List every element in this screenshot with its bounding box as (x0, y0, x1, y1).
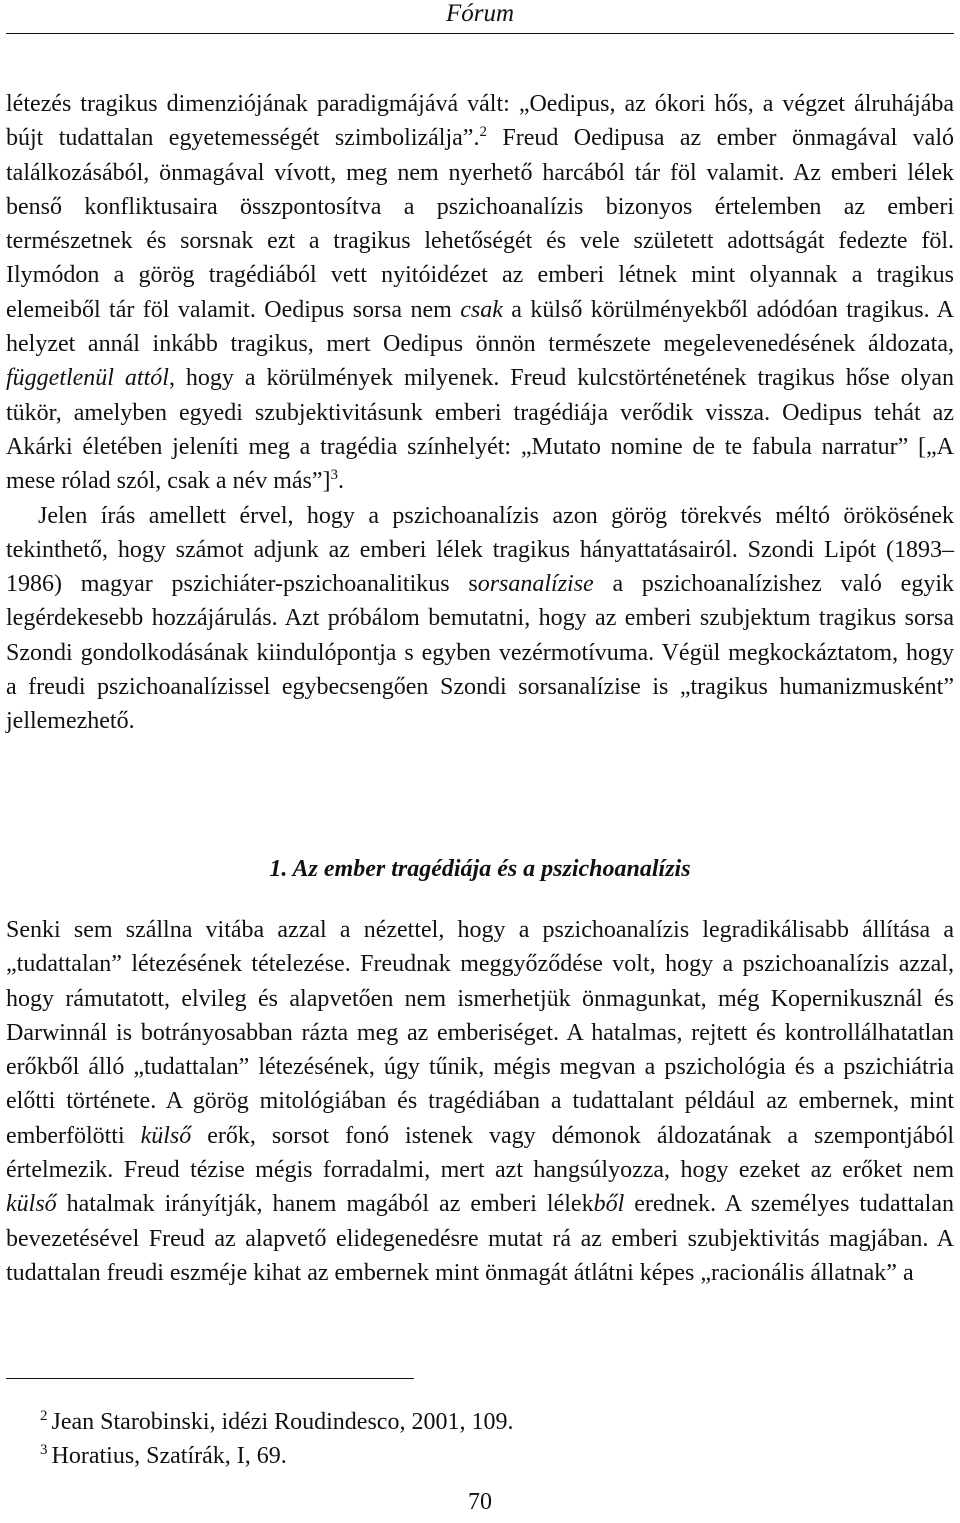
footnote-2-text: Jean Starobinski, idézi Roudindesco, 2001, 109. (51, 1409, 514, 1435)
footnote-2 (40, 1405, 940, 1439)
italic-text: külső (6, 1191, 57, 1218)
text-run: létezés tragikus dimenziójának paradigmájává vált: „Oedipus, az ókori hős, a végzet álruhájába bújt tudattalan egyetemességét szimbolizálja”. (6, 91, 954, 152)
italic-text: külső (140, 1122, 192, 1149)
text-run: . (338, 468, 345, 495)
italic-text: csak (460, 296, 503, 323)
text-run: Jelen írás amellett érvel, hogy a pszichoanalízis azon görög törekvés méltó örökösének tekinthető, hogy számot adjunk az emberi lélek tragikus hányattatásairól. Szondi Lipót (1893–1986) magyar pszichiáter-pszichoanalitikus s (6, 502, 954, 598)
text-run: , hogy a körülmények milyenek. Freud kulcstörténetének tragikus hőse olyan tükör, amelyben egyedi szubjektivitásunk emberi tragédiája verődik vissza. Oedipus tehát az Akárki életében jeleníti meg a tragédia színhelyét: „Mutato nomine de te fabula narratur” [„A mese rólad szól, csak a név más”] (6, 365, 954, 495)
text-run: a pszichoanalízishez való egyik legérdekesebb hozzájárulás. Azt próbálom bemutatni, hogy az emberi szubjektum tragikus sorsa Szondi gondolkodásának kiindulópontja s egyben vezérmotívuma. Végül megkockáztatom, hogy a freudi pszichoanalízissel egybecsengően Szondi sorsanalízise is „tragikus humanizmusként” jellemezhető. (6, 571, 954, 735)
page-number: 70 (468, 1489, 492, 1515)
text-run: Senki sem szállna vitába azzal a nézettel, hogy a pszichoanalízis legradikálisabb állítása a „tudattalan” létezésének tételezése. Freudnak meggyőződése volt, hogy a pszichoanalízis azzal, hogy rámutatott, elvileg és alapvetően nem ismerhetjük önmagunkat, még Kopernikusznál és Darwinnál is botrányosabban rázta meg az emberiséget. A hatalmas, rejtett és kontrollálhatatlan erőkből álló „tudattalan” létezésének, úgy tűnik, mégis megvan a pszichológia és a pszichiátria előtti története. A görög mitológiában és tragédiában a tudattalant például az embernek, mint emberfölötti (6, 917, 954, 1149)
section-heading: 1. Az ember tragédiája és a pszichoanalízis (269, 856, 691, 882)
header-rule (6, 33, 954, 34)
text-run: erők, sorsot fonó istenek vagy démonok áldozatának a szempontjából értelmezik. Freud tézise mégis forradalmi, mert azt hangsúlyozza, hogy ezeket az erőket nem (6, 1122, 954, 1184)
footnote-ref: 2 (479, 124, 487, 141)
footnote-3 (40, 1439, 940, 1473)
running-header: Fórum (445, 0, 515, 27)
italic-text: függetlenül attól (6, 365, 169, 392)
footnote-2-number: 2 (40, 1408, 48, 1424)
italic-text: orsanalízise (477, 571, 594, 598)
footnote-rule (6, 1378, 414, 1379)
intro-paragraph-1 (6, 87, 954, 499)
footnotes (40, 1405, 940, 1473)
footnote-3-text: Horatius, Szatírák, I, 69. (51, 1443, 287, 1469)
text-run: erednek. A személyes tudattalan bevezetésével Freud az alapvető elidegenedésre mutat rá az emberi szubjektivitás magjában. A tudattalan freudi eszméje kihat az embernek mint önmagát átlátni képes „racionális állatnak” a (6, 1191, 955, 1286)
footnote-ref: 3 (330, 467, 339, 484)
section-text (6, 913, 954, 1290)
text-run: hatalmak irányítják, hanem magából az emberi lélek (56, 1191, 594, 1218)
intro-paragraph-2 (6, 499, 954, 739)
intro-text (6, 87, 954, 739)
text-run: a külső körülményekből adódóan tragikus. A helyzet annál inkább tragikus, mert Oedipus önnön természete megelevenedésének áldozata, (6, 296, 955, 358)
text-run: Freud Oedipusa az ember önmagával való találkozásából, önmagával vívott, meg nem nyerhető harcából tár föl valamit. Az emberi lélek benső konfliktusaira összpontosítva a pszichoanalízis bizonyos értelemben az emberi természetnek és sorsnak ezt a tragikus lehetőségét és vele született adottságát fedezte föl. Ilymódon a görög tragédiából vett nyitóidézet az emberi létnek mint olyannak a tragikus elemeiből tár föl valamit. Oedipus sorsa nem (6, 125, 954, 323)
italic-text: ből (593, 1191, 625, 1218)
footnote-3-number: 3 (40, 1442, 48, 1458)
section-paragraph-1 (6, 913, 954, 1290)
